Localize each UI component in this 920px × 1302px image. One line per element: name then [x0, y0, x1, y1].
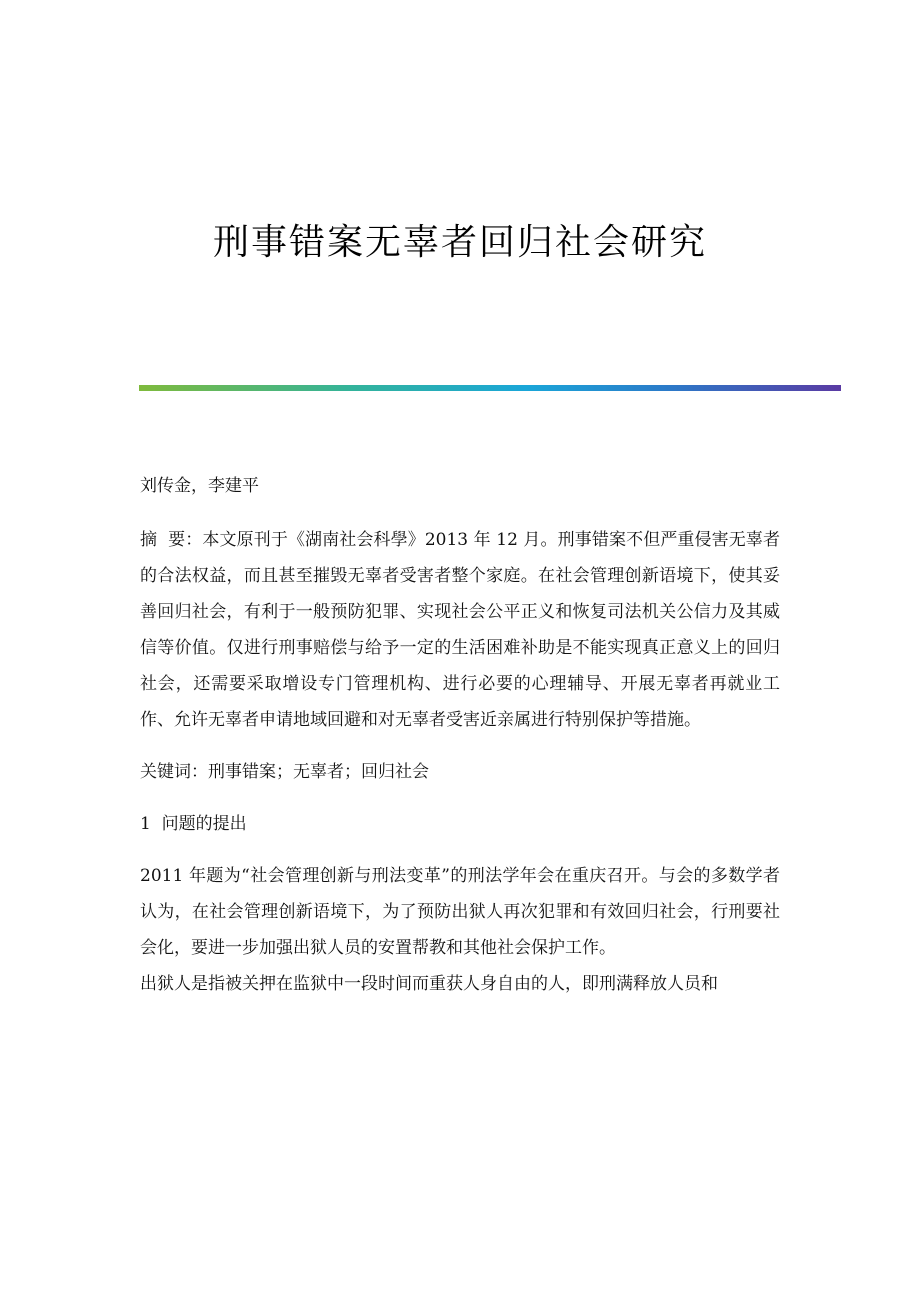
abstract-paragraph — [140, 522, 780, 738]
keywords-label: 关键词： — [140, 762, 208, 782]
document-body — [140, 468, 780, 1002]
body-paragraph: 出狱人是指被关押在监狱中一段时间而重获人身自由的人，即刑满释放人员和 — [140, 974, 718, 994]
abstract-label: 摘 要： — [140, 530, 203, 550]
title-divider-rule — [139, 385, 841, 391]
body-paragraph: 2011 年题为“社会管理创新与刑法变革”的刑法学年会在重庆召开。与会的多数学者认为，在社会管理创新语境下，为了预防出狱人再次犯罪和有效回归社会，行刑要社会化，要进一步加强出狱人员的安置帮教和其他社会保护工作。 — [140, 866, 780, 958]
document-title: 刑事错案无辜者回归社会研究 — [212, 222, 707, 263]
section-heading: 1 问题的提出 — [140, 814, 247, 834]
keywords-text: 刑事错案；无辜者；回归社会 — [208, 762, 429, 782]
abstract-text: 本文原刊于《湖南社会科學》2013 年 12 月。刑事错案不但严重侵害无辜者的合法权益，而且甚至摧毁无辜者受害者整个家庭。在社会管理创新语境下，使其妥善回归社会，有利于一般预防犯罪、实现社会公平正义和恢复司法机关公信力及其威信等价值。仅进行刑事赔偿与给予一定的生活困难补助是不能实现真正意义上的回归社会，还需要采取增设专门管理机构、进行必要的心理辅导、开展无辜者再就业工作、允许无辜者申请地域回避和对无辜者受害近亲属进行特别保护等措施。 — [140, 530, 780, 730]
author-line: 刘传金，李建平 — [140, 476, 259, 496]
keywords-line — [140, 754, 780, 790]
